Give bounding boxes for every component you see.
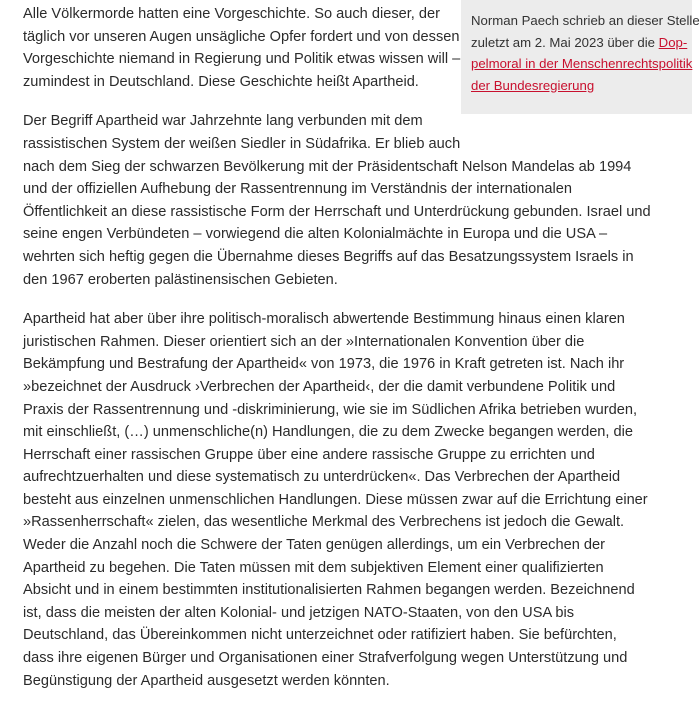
previous-article-link[interactable]: Dop- <box>658 34 688 50</box>
text-line: Deutschland, das Übereinkommen nicht unterzeichnet oder ratifiziert haben. Sie befürchten, <box>23 627 617 644</box>
text-line: zumindest in Deutschland. Diese Geschichte heißt Apartheid. <box>23 73 419 90</box>
text-line: den 1967 eroberten palästinensischen Gebieten. <box>23 271 338 288</box>
text-line: juristischen Rahmen. Dieser orientiert sich an der »Internationalen Konvention über die <box>23 333 585 350</box>
text-line: Herrschaft einer rassischen Gruppe über eine andere rassische Gruppe zu errichten und <box>23 446 595 463</box>
text-line: Praxis der Rassentrennung und -diskriminierung, wie sie im Südlichen Afrika betrieben wurden, <box>23 401 638 418</box>
text-line: Der Begriff Apartheid war Jahrzehnte lang verbunden mit dem <box>23 113 423 130</box>
text-line: Vorgeschichte niemand in Regierung und Politik etwas wissen will – <box>23 51 461 68</box>
author-note-line: Norman Paech schrieb an dieser Stelle <box>471 13 700 28</box>
text-line: ist, dass die meisten der alten Kolonial- und jetzigen NATO-Staaten, von den USA bis <box>23 604 575 621</box>
text-line: »bezeichnet der Ausdruck ›Verbrechen der Apartheid‹, der die damit verbundene Politik und <box>23 378 616 395</box>
text-line: dass ihre eigenen Bürger und Organisationen einer Strafverfolgung wegen Unterstützung und <box>23 650 628 667</box>
paragraph <box>23 110 651 291</box>
text-line: »Rassenherrschaft« zielen, das wesentliche Merkmal des Verbrechens ist jedoch die Gewalt. <box>23 514 625 531</box>
text-line: Öffentlichkeit an diese rassistische Form der Herrschaft und Unterdrückung gebunden. Israel und <box>23 203 651 220</box>
text-line: seine engen Verbündeten – vorwiegend die alten Kolonialmächte in Europa und die USA – <box>23 226 608 243</box>
text-line: mit einschließt, (…) unmenschliche(n) Handlungen, die zu dem Zwecke begangen werden, die <box>23 424 634 441</box>
text-line: Begünstigung der Apartheid ausgesetzt werden könnten. <box>23 672 390 689</box>
text-line: besteht aus einzelnen unmenschlichen Handlungen. Diese müssen zwar auf die Errichtung einer <box>23 491 648 508</box>
paragraph <box>23 3 608 93</box>
text-line: Absicht und in einem bestimmten institutionalisierten Rahmen begangen werden. Bezeichnend <box>23 582 635 599</box>
text-line: Bekämpfung und Bestrafung der Apartheid« von 1973, die 1976 in Kraft getreten ist. Nach ihr <box>23 356 625 373</box>
text-line: Apartheid zu begehen. Die Taten müssen mit dem subjektiven Element einer qualifizierten <box>23 559 604 576</box>
article-body <box>23 3 651 709</box>
text-line: nach dem Sieg der schwarzen Bevölkerung mit der Präsidentschaft Nelson Mandelas ab 1994 <box>23 158 632 175</box>
text-line: Apartheid hat aber über ihre politisch-moralisch abwertende Bestimmung hinaus einen klaren <box>23 311 625 328</box>
previous-article-link[interactable]: pelmoral in der Menschenrechtspolitik <box>471 56 693 71</box>
text-line: rassistischen System der weißen Siedler in Südafrika. Er blieb auch <box>23 135 461 152</box>
text-line: Alle Völkermorde hatten eine Vorgeschichte. So auch dieser, der <box>23 6 440 22</box>
text-line: Weder die Anzahl noch die Schwere der Taten genügen allerdings, um ein Verbrechen der <box>23 537 605 554</box>
text-line: und der offiziellen Aufhebung der Rassentrennung im Verständnis der internationalen <box>23 181 572 198</box>
text-line: wehrten sich heftig gegen die Übernahme dieses Begriffs auf das Besatzungssystem Israels in <box>23 248 634 265</box>
paragraph <box>23 308 648 692</box>
text-line: täglich vor unseren Augen unsägliche Opfer fordert und von dessen <box>23 28 460 45</box>
previous-article-link[interactable]: der Bundesregierung <box>471 77 595 93</box>
author-note-text: zuletzt am 2. Mai 2023 über die <box>471 34 659 50</box>
text-line: aufrechtzuerhalten und diese systematisch zu unterdrücken«. Das Verbrechen der Apartheid <box>23 469 621 486</box>
